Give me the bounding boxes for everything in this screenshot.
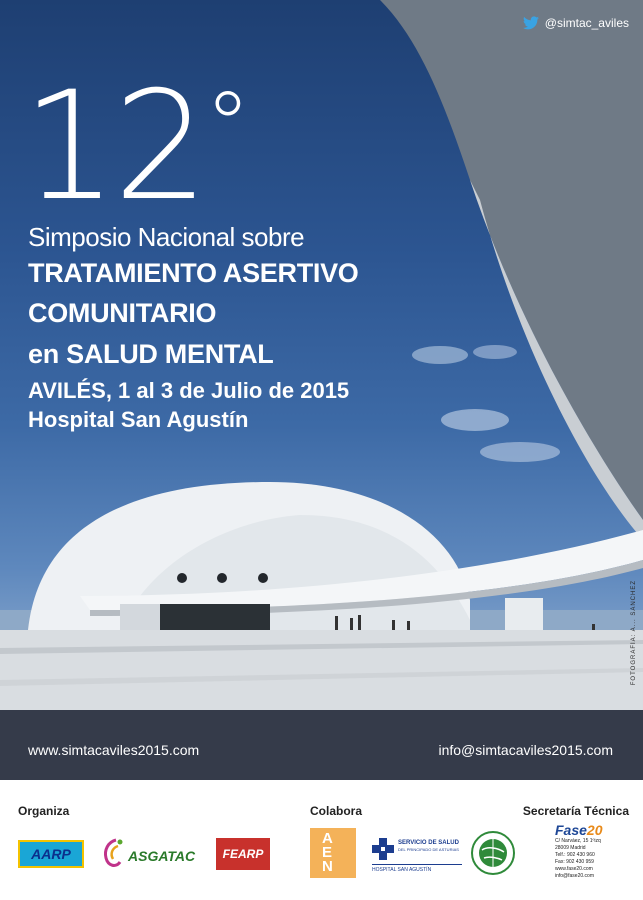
fase-word: Fase xyxy=(555,822,587,838)
wapr-logo xyxy=(470,830,516,876)
sponsors-footer xyxy=(0,780,643,900)
cross-icon xyxy=(372,838,394,860)
edition-number xyxy=(22,60,247,234)
colabora-heading: Colabora xyxy=(310,804,363,818)
fase-address-1: C/ Narváez, 15 1ºizq xyxy=(555,838,601,844)
aen-logo xyxy=(310,828,356,878)
fase-phone: Telf.: 902 430 960 xyxy=(555,852,595,858)
email-link[interactable]: info@simtacaviles2015.com xyxy=(438,742,613,758)
asgatac-swirl-icon xyxy=(100,836,130,872)
fase-number: 20 xyxy=(586,822,603,838)
servicio-salud-text: SERVICIO DE SALUD xyxy=(398,840,459,846)
contact-bar xyxy=(0,710,643,780)
title-line-4: en SALUD MENTAL xyxy=(28,339,274,369)
degree-sign: ° xyxy=(204,72,247,179)
hospital-text: HOSPITAL SAN AGUSTÍN xyxy=(372,864,462,873)
date-line: AVILÉS, 1 al 3 de Julio de 2015 xyxy=(28,378,350,403)
aen-letters: AEN xyxy=(322,830,333,875)
twitter-handle-text: @simtac_aviles xyxy=(544,16,629,30)
title-line-3: COMUNITARIO xyxy=(28,298,217,328)
venue-line: Hospital San Agustín xyxy=(28,407,249,432)
organiza-heading: Organiza xyxy=(18,804,70,818)
fearp-logo: FEARP xyxy=(216,838,270,870)
photo-credit: FOTOGRAFÍA: A... SÁNCHEZ xyxy=(631,580,637,686)
fase20-name xyxy=(555,822,635,838)
title-line-2: TRATAMIENTO ASERTIVO xyxy=(28,258,359,288)
fase-address-2: 28009 Madrid xyxy=(555,845,586,851)
fase-email[interactable]: info@fase20.com xyxy=(555,873,594,879)
aarp-logo: AARP xyxy=(18,840,84,868)
fase20-logo xyxy=(555,822,635,880)
fase-web[interactable]: www.fase20.com xyxy=(555,866,593,872)
website-link[interactable]: www.simtacaviles2015.com xyxy=(28,742,200,758)
title-line-1: Simposio Nacional sobre xyxy=(28,222,305,252)
twitter-handle[interactable] xyxy=(523,16,629,30)
twitter-bird-icon xyxy=(523,16,539,30)
asgatac-text: ASGATAC xyxy=(128,848,196,864)
fase-fax: Fax: 902 430 959 xyxy=(555,859,594,865)
servicio-salud-logo xyxy=(372,834,462,874)
servicio-salud-subtext: DEL PRINCIPADO DE ASTURIAS xyxy=(398,847,459,852)
asgatac-logo xyxy=(100,836,200,872)
edition-value: 12 xyxy=(22,60,205,234)
globe-icon xyxy=(470,830,516,876)
secretaria-heading: Secretaría Técnica xyxy=(522,804,629,818)
